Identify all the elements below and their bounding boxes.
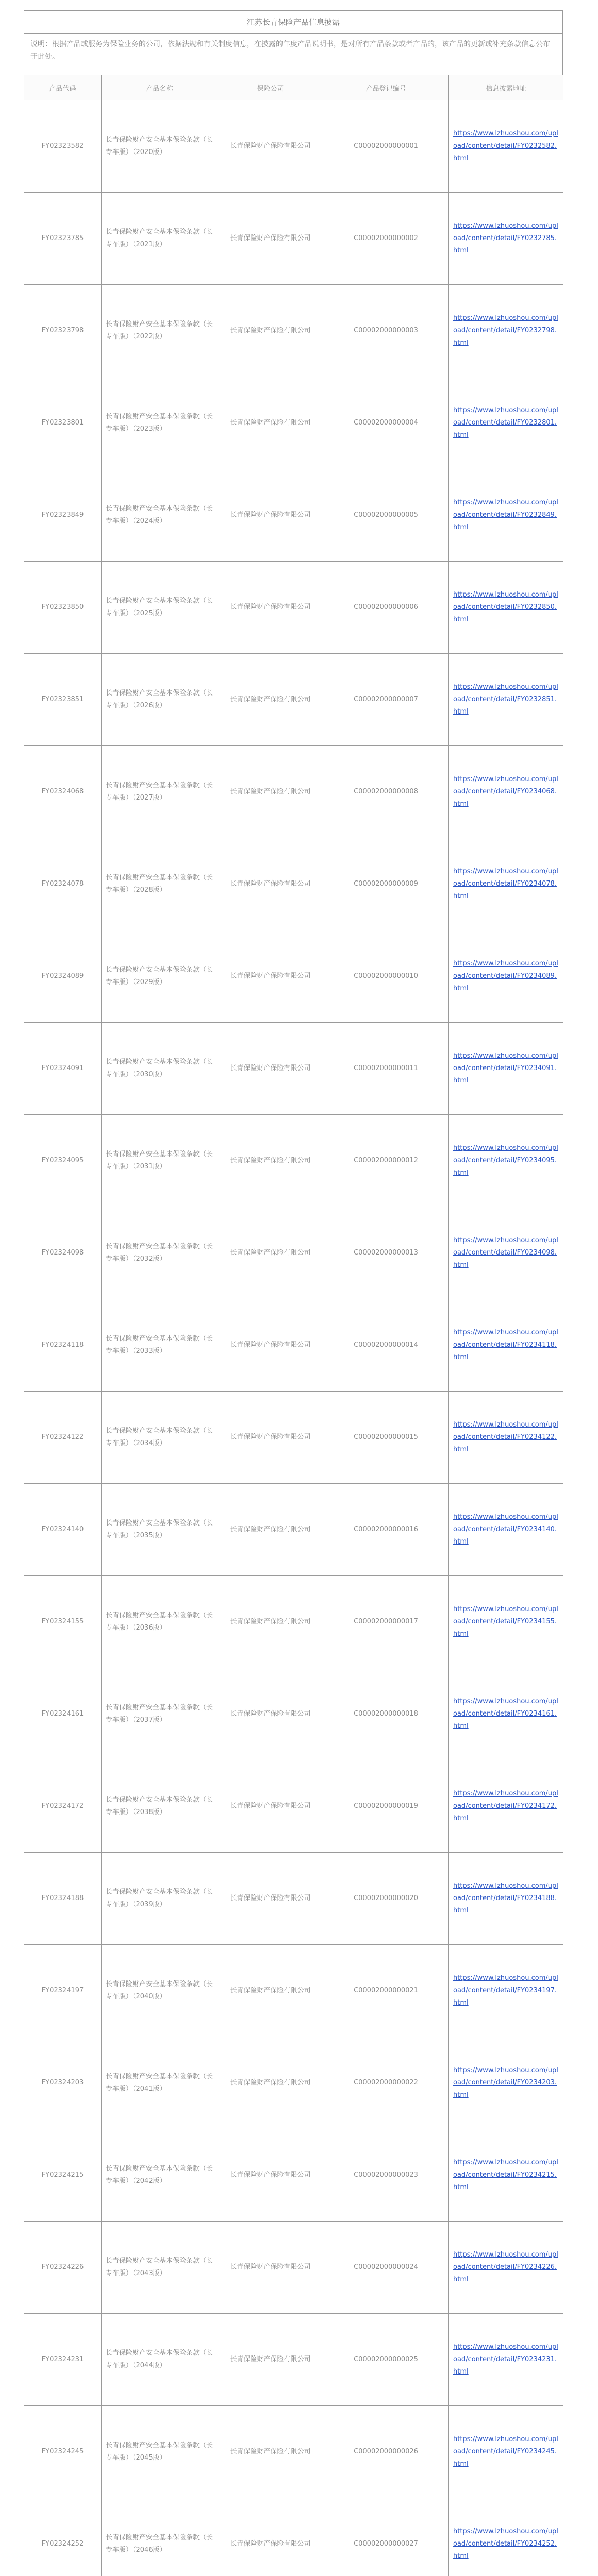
product-code: FY02324140 [24,1484,102,1576]
disclosure-link[interactable]: https://www.lzhuoshou.com/upload/content/detail/FY0234068.html [449,746,563,838]
product-name: 长青保险财产安全基本保险条款（长专车版）（2022版） [102,285,218,377]
registration-number: C00002000000026 [323,2406,449,2498]
table-row [24,930,563,1023]
table-row [24,838,563,930]
registration-number: C00002000000002 [323,193,449,285]
insurer-name: 长青保险财产保险有限公司 [218,746,323,838]
product-code: FY02323801 [24,377,102,469]
product-name: 长青保险财产安全基本保险条款（长专车版）（2028版） [102,838,218,930]
disclosure-link[interactable]: https://www.lzhuoshou.com/upload/content/detail/FY0234161.html [449,1668,563,1760]
disclosure-link[interactable]: https://www.lzhuoshou.com/upload/content/detail/FY0234122.html [449,1392,563,1484]
disclosure-link[interactable]: https://www.lzhuoshou.com/upload/content/detail/FY0234118.html [449,1299,563,1392]
table-row [24,1299,563,1392]
registration-number: C00002000000003 [323,285,449,377]
disclosure-link[interactable]: https://www.lzhuoshou.com/upload/content/detail/FY0232850.html [449,562,563,654]
header-reg: 产品登记编号 [323,75,449,100]
product-name: 长青保险财产安全基本保险条款（长专车版）（2026版） [102,654,218,746]
table-row [24,1760,563,1853]
product-name: 长青保险财产安全基本保险条款（长专车版）（2034版） [102,1392,218,1484]
registration-number: C00002000000004 [323,377,449,469]
product-name: 长青保险财产安全基本保险条款（长专车版）（2031版） [102,1115,218,1207]
insurer-name: 长青保险财产保险有限公司 [218,1023,323,1115]
product-code: FY02324155 [24,1576,102,1668]
disclosure-link[interactable]: https://www.lzhuoshou.com/upload/content/detail/FY0234203.html [449,2037,563,2129]
product-name: 长青保险财产安全基本保险条款（长专车版）（2039版） [102,1853,218,1945]
disclosure-link[interactable]: https://www.lzhuoshou.com/upload/content/detail/FY0232801.html [449,377,563,469]
table-row [24,746,563,838]
product-name: 长青保险财产安全基本保险条款（长专车版）（2040版） [102,1945,218,2037]
insurer-name: 长青保险财产保险有限公司 [218,2314,323,2406]
table-row [24,1484,563,1576]
insurer-name: 长青保险财产保险有限公司 [218,2129,323,2222]
insurer-name: 长青保险财产保险有限公司 [218,1760,323,1853]
insurer-name: 长青保险财产保险有限公司 [218,2498,323,2576]
insurer-name: 长青保险财产保险有限公司 [218,2037,323,2129]
insurer-name: 长青保险财产保险有限公司 [218,100,323,193]
registration-number: C00002000000015 [323,1392,449,1484]
product-name: 长青保险财产安全基本保险条款（长专车版）（2042版） [102,2129,218,2222]
table-row [24,2129,563,2222]
table-row [24,1392,563,1484]
registration-number: C00002000000023 [323,2129,449,2222]
registration-number: C00002000000009 [323,838,449,930]
registration-number: C00002000000011 [323,1023,449,1115]
registration-number: C00002000000024 [323,2222,449,2314]
disclosure-frame [24,10,563,2576]
registration-number: C00002000000019 [323,1760,449,1853]
table-row [24,100,563,193]
insurer-name: 长青保险财产保险有限公司 [218,1668,323,1760]
product-code: FY02324089 [24,930,102,1023]
registration-number: C00002000000022 [323,2037,449,2129]
registration-number: C00002000000007 [323,654,449,746]
header-company: 保险公司 [218,75,323,100]
product-name: 长青保险财产安全基本保险条款（长专车版）（2020版） [102,100,218,193]
product-code: FY02324068 [24,746,102,838]
insurer-name: 长青保险财产保险有限公司 [218,930,323,1023]
registration-number: C00002000000014 [323,1299,449,1392]
product-code: FY02324098 [24,1207,102,1299]
registration-number: C00002000000016 [323,1484,449,1576]
product-name: 长青保险财产安全基本保险条款（长专车版）（2037版） [102,1668,218,1760]
table-header-row [24,75,563,100]
table-row [24,562,563,654]
insurer-name: 长青保险财产保险有限公司 [218,1853,323,1945]
product-code: FY02324226 [24,2222,102,2314]
table-row [24,1945,563,2037]
product-name: 长青保险财产安全基本保险条款（长专车版）（2035版） [102,1484,218,1576]
product-name: 长青保险财产安全基本保险条款（长专车版）（2038版） [102,1760,218,1853]
registration-number: C00002000000013 [323,1207,449,1299]
product-code: FY02324215 [24,2129,102,2222]
insurer-name: 长青保险财产保险有限公司 [218,838,323,930]
product-code: FY02323851 [24,654,102,746]
table-row [24,193,563,285]
product-code: FY02324172 [24,1760,102,1853]
table-row [24,2314,563,2406]
insurer-name: 长青保险财产保险有限公司 [218,2222,323,2314]
insurer-name: 长青保险财产保险有限公司 [218,193,323,285]
table-row [24,1576,563,1668]
product-name: 长青保险财产安全基本保险条款（长专车版）（2021版） [102,193,218,285]
insurer-name: 长青保险财产保险有限公司 [218,562,323,654]
disclosure-link[interactable]: https://www.lzhuoshou.com/upload/content/detail/FY0234226.html [449,2222,563,2314]
product-name: 长青保险财产安全基本保险条款（长专车版）（2041版） [102,2037,218,2129]
table-body [24,100,563,2576]
product-code: FY02323850 [24,562,102,654]
product-code: FY02324245 [24,2406,102,2498]
disclosure-link[interactable]: https://www.lzhuoshou.com/upload/content/detail/FY0234155.html [449,1576,563,1668]
product-name: 长青保险财产安全基本保险条款（长专车版）（2043版） [102,2222,218,2314]
product-name: 长青保险财产安全基本保险条款（长专车版）（2044版） [102,2314,218,2406]
table-row [24,2498,563,2576]
table-row [24,1853,563,1945]
product-code: FY02324161 [24,1668,102,1760]
table-row [24,1207,563,1299]
insurer-name: 长青保险财产保险有限公司 [218,377,323,469]
disclosure-link[interactable]: https://www.lzhuoshou.com/upload/content/detail/FY0234215.html [449,2129,563,2222]
insurer-name: 长青保险财产保险有限公司 [218,1945,323,2037]
product-code: FY02324118 [24,1299,102,1392]
table-row [24,2037,563,2129]
product-code: FY02324252 [24,2498,102,2576]
product-name: 长青保险财产安全基本保险条款（长专车版）（2027版） [102,746,218,838]
disclosure-link[interactable]: https://www.lzhuoshou.com/upload/content/detail/FY0232851.html [449,654,563,746]
insurer-name: 长青保险财产保险有限公司 [218,1576,323,1668]
disclosure-link[interactable]: https://www.lzhuoshou.com/upload/content/detail/FY0234172.html [449,1760,563,1853]
product-name: 长青保险财产安全基本保险条款（长专车版）（2029版） [102,930,218,1023]
header-name: 产品名称 [102,75,218,100]
product-name: 长青保险财产安全基本保险条款（长专车版）（2025版） [102,562,218,654]
insurer-name: 长青保险财产保险有限公司 [218,1299,323,1392]
disclosure-link[interactable]: https://www.lzhuoshou.com/upload/content/detail/FY0234252.html [449,2498,563,2576]
insurer-name: 长青保险财产保险有限公司 [218,1392,323,1484]
disclosure-link[interactable]: https://www.lzhuoshou.com/upload/content/detail/FY0234098.html [449,1207,563,1299]
product-code: FY02324091 [24,1023,102,1115]
registration-number: C00002000000005 [323,469,449,562]
registration-number: C00002000000012 [323,1115,449,1207]
product-code: FY02323785 [24,193,102,285]
product-code: FY02324095 [24,1115,102,1207]
product-code: FY02324231 [24,2314,102,2406]
table-row [24,1023,563,1115]
disclosure-link[interactable]: https://www.lzhuoshou.com/upload/content/detail/FY0232798.html [449,285,563,377]
registration-number: C00002000000017 [323,1576,449,1668]
product-name: 长青保险财产安全基本保险条款（长专车版）（2023版） [102,377,218,469]
disclosure-link[interactable]: https://www.lzhuoshou.com/upload/content/detail/FY0232582.html [449,100,563,193]
disclosure-link[interactable]: https://www.lzhuoshou.com/upload/content/detail/FY0232849.html [449,469,563,562]
disclosure-link[interactable]: https://www.lzhuoshou.com/upload/content/detail/FY0232785.html [449,193,563,285]
registration-number: C00002000000020 [323,1853,449,1945]
registration-number: C00002000000025 [323,2314,449,2406]
table-row [24,285,563,377]
disclosure-link[interactable]: https://www.lzhuoshou.com/upload/content/detail/FY0234078.html [449,838,563,930]
table-row [24,2406,563,2498]
disclosure-link[interactable]: https://www.lzhuoshou.com/upload/content/detail/FY0234197.html [449,1945,563,2037]
header-code: 产品代码 [24,75,102,100]
disclosure-link[interactable]: https://www.lzhuoshou.com/upload/content/detail/FY0234089.html [449,930,563,1023]
registration-number: C00002000000021 [323,1945,449,2037]
product-name: 长青保险财产安全基本保险条款（长专车版）（2024版） [102,469,218,562]
insurer-name: 长青保险财产保险有限公司 [218,1115,323,1207]
table-row [24,1115,563,1207]
registration-number: C00002000000001 [323,100,449,193]
insurer-name: 长青保险财产保险有限公司 [218,285,323,377]
product-name: 长青保险财产安全基本保险条款（长专车版）（2045版） [102,2406,218,2498]
product-code: FY02323582 [24,100,102,193]
header-url: 信息披露地址 [449,75,563,100]
registration-number: C00002000000008 [323,746,449,838]
product-code: FY02324122 [24,1392,102,1484]
product-name: 长青保险财产安全基本保险条款（长专车版）（2032版） [102,1207,218,1299]
insurer-name: 长青保险财产保险有限公司 [218,654,323,746]
insurer-name: 长青保险财产保险有限公司 [218,469,323,562]
disclosure-link[interactable]: https://www.lzhuoshou.com/upload/content/detail/FY0234245.html [449,2406,563,2498]
table-row [24,469,563,562]
product-name: 长青保险财产安全基本保险条款（长专车版）（2033版） [102,1299,218,1392]
table-row [24,1668,563,1760]
notice-text: 说明：根据产品或服务为保险业务的公司，依据法规和有关制度信息，在披露的年度产品说明书，是对所有产品条款或者产品的，该产品的更新或补充条款信息公布于此处。 [24,33,563,75]
disclosure-link[interactable]: https://www.lzhuoshou.com/upload/content/detail/FY0234091.html [449,1023,563,1115]
disclosure-link[interactable]: https://www.lzhuoshou.com/upload/content/detail/FY0234095.html [449,1115,563,1207]
registration-number: C00002000000006 [323,562,449,654]
disclosure-link[interactable]: https://www.lzhuoshou.com/upload/content/detail/FY0234188.html [449,1853,563,1945]
registration-number: C00002000000018 [323,1668,449,1760]
product-code: FY02324203 [24,2037,102,2129]
table-row [24,377,563,469]
product-name: 长青保险财产安全基本保险条款（长专车版）（2046版） [102,2498,218,2576]
product-table [24,75,563,2576]
product-code: FY02323798 [24,285,102,377]
disclosure-link[interactable]: https://www.lzhuoshou.com/upload/content/detail/FY0234231.html [449,2314,563,2406]
product-name: 长青保险财产安全基本保险条款（长专车版）（2030版） [102,1023,218,1115]
registration-number: C00002000000010 [323,930,449,1023]
page-title: 江苏长青保险产品信息披露 [24,10,563,33]
registration-number: C00002000000027 [323,2498,449,2576]
insurer-name: 长青保险财产保险有限公司 [218,1484,323,1576]
product-code: FY02323849 [24,469,102,562]
table-row [24,654,563,746]
table-row [24,2222,563,2314]
product-name: 长青保险财产安全基本保险条款（长专车版）（2036版） [102,1576,218,1668]
product-code: FY02324188 [24,1853,102,1945]
product-code: FY02324197 [24,1945,102,2037]
insurer-name: 长青保险财产保险有限公司 [218,2406,323,2498]
disclosure-link[interactable]: https://www.lzhuoshou.com/upload/content/detail/FY0234140.html [449,1484,563,1576]
product-code: FY02324078 [24,838,102,930]
insurer-name: 长青保险财产保险有限公司 [218,1207,323,1299]
